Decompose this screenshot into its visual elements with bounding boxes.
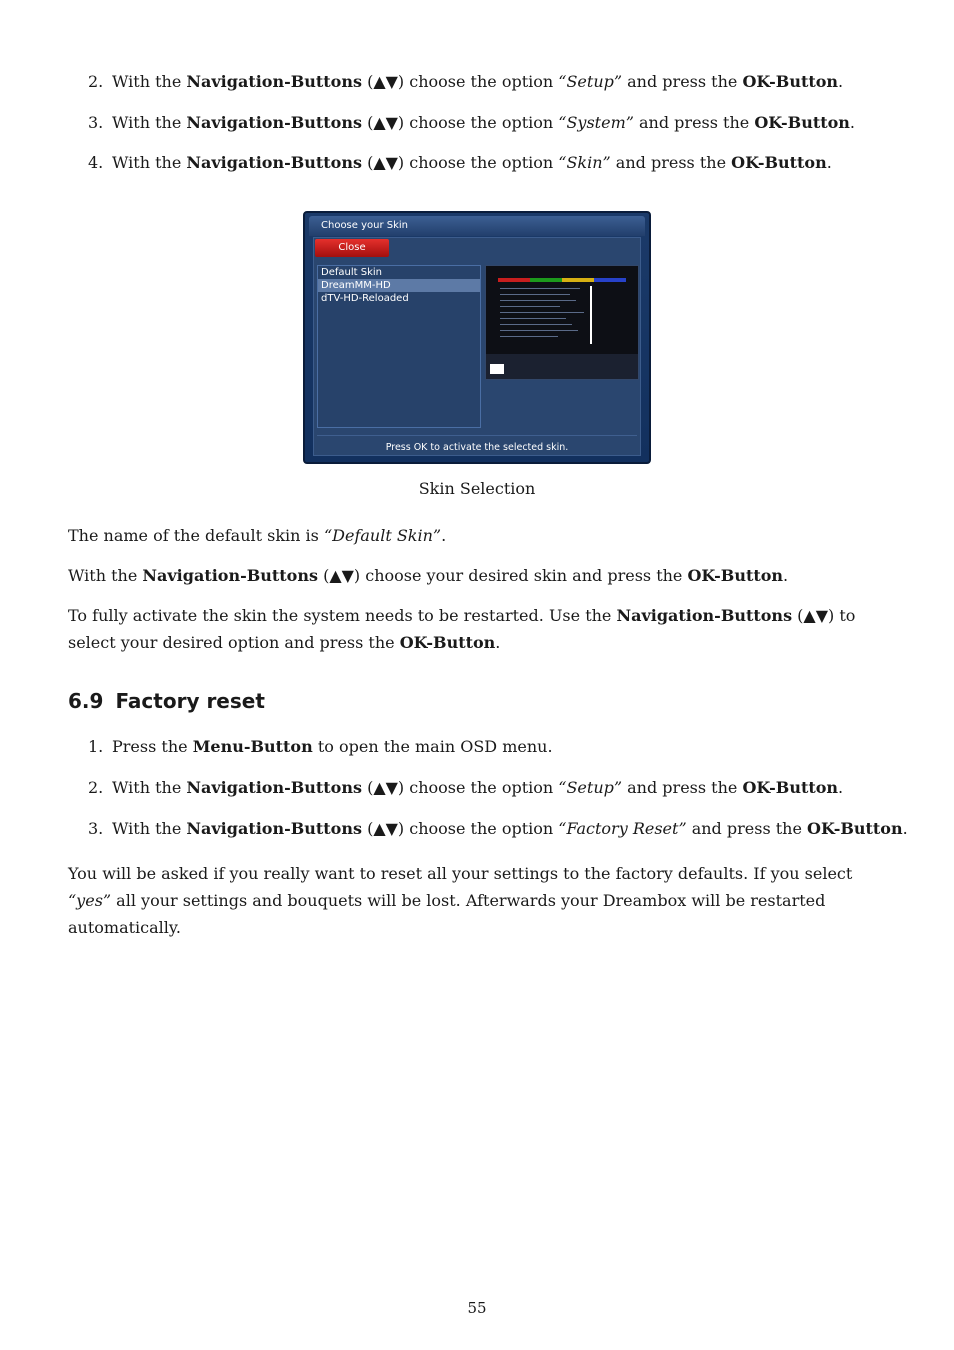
step-option: “Skin” [558,153,611,172]
preview-line [500,318,566,319]
para-text: (▲▼) to select your desired option and press the [68,606,856,652]
step-text: and press the [622,72,743,91]
step-text: With the [112,113,187,132]
red-swatch [498,278,530,282]
step-number: 4. [88,153,104,172]
preview-info-panel [590,286,628,344]
yellow-swatch [562,278,594,282]
dialog-hint: Press OK to activate the selected skin. [317,435,637,460]
skin-selection-screenshot [303,211,651,464]
step-number: 3. [88,819,104,838]
preview-line [500,330,578,331]
step-menu [88,737,908,757]
figure-caption: Skin Selection [418,479,536,498]
step-option: “System” [558,113,634,132]
step-number: 1. [88,737,104,756]
paragraph-restart [68,602,888,656]
step-text: to open the main OSD menu. [312,737,553,756]
para-text: To fully activate the skin the system needs to be restarted. Use the [68,606,617,625]
section-number: 6.9 [68,689,104,713]
para-text: . [783,566,789,585]
step-bold: Navigation-Buttons [186,72,362,91]
preview-line [500,336,558,337]
step-text: . [849,113,855,132]
preview-line [500,294,570,295]
step-text: With the [112,778,187,797]
skin-item-dtv-hd-reloaded[interactable]: dTV-HD-Reloaded [321,293,409,304]
page-number: 55 [467,1299,487,1317]
paragraph-choose-skin [68,562,888,589]
paragraph-default-skin [68,522,888,549]
step-text: . [838,778,844,797]
dialog-title: Choose your Skin [309,216,645,236]
step-option: “Factory Reset” [558,819,687,838]
para-text: all your settings and bouquets will be lost. Afterwards your Dreambox will be restarted automatically. [68,891,826,937]
step-number: 2. [88,778,104,797]
step-number: 3. [88,113,104,132]
paragraph-reset-warning [68,860,888,941]
step-bold: OK-Button [754,113,850,132]
step-bold: Menu-Button [192,737,313,756]
step-text: Press the [112,737,193,756]
step-bold: OK-Button [742,778,839,797]
para-option: “yes” [68,891,112,910]
step-text: . [826,153,832,172]
para-text: . [495,633,501,652]
para-bold: OK-Button [687,566,784,585]
green-swatch [530,278,562,282]
step-bold: OK-Button [731,153,827,172]
step-bold: OK-Button [742,72,839,91]
para-text: You will be asked if you really want to reset all your settings to the factory defaults. If you select [68,864,853,883]
step-text: (▲▼) choose the option [361,72,559,91]
skin-preview-image [485,265,639,380]
step-bold: Navigation-Buttons [186,819,362,838]
step-number: 2. [88,72,104,91]
preview-line [500,312,584,313]
step-option: “Setup” [558,72,623,91]
step-text: (▲▼) choose the option [361,153,559,172]
step-setup-2 [88,778,908,798]
preview-color-buttons [498,278,626,282]
step-text: . [838,72,844,91]
step-text: and press the [622,778,743,797]
para-text: The name of the default skin is [68,526,324,545]
preview-line [500,288,580,289]
step-text: With the [112,819,187,838]
skin-item-dreammm-hd[interactable]: DreamMM-HD [318,279,480,292]
step-bold: OK-Button [807,819,903,838]
para-text: (▲▼) choose your desired skin and press the [317,566,688,585]
para-bold: Navigation-Buttons [142,566,318,585]
step-option: “Setup” [558,778,623,797]
step-text: (▲▼) choose the option [361,819,559,838]
skin-list [317,265,481,428]
step-text: and press the [686,819,808,838]
preview-line [500,324,572,325]
para-text: . [441,526,447,545]
section-title: Factory reset [115,689,265,713]
close-button[interactable]: Close [315,239,389,257]
preview-logo-icon [490,364,504,374]
section-heading [68,688,265,714]
preview-line [500,306,560,307]
para-option: “Default Skin” [323,526,442,545]
step-text: . [902,819,908,838]
para-bold: Navigation-Buttons [616,606,793,625]
step-bold: Navigation-Buttons [186,113,362,132]
step-skin [88,153,908,173]
para-bold: OK-Button [399,633,496,652]
step-text: and press the [633,113,755,132]
step-system [88,113,908,133]
preview-infobar [486,354,639,380]
preview-line [500,300,576,301]
step-text: With the [112,153,187,172]
para-text: With the [68,566,143,585]
blue-swatch [594,278,626,282]
step-factory-reset [88,819,908,839]
step-bold: Navigation-Buttons [186,778,362,797]
step-bold: Navigation-Buttons [186,153,362,172]
step-text: With the [112,72,187,91]
step-text: (▲▼) choose the option [361,113,559,132]
step-text: and press the [610,153,732,172]
step-text: (▲▼) choose the option [361,778,559,797]
skin-item-default[interactable]: Default Skin [321,267,382,278]
step-setup [88,72,908,92]
